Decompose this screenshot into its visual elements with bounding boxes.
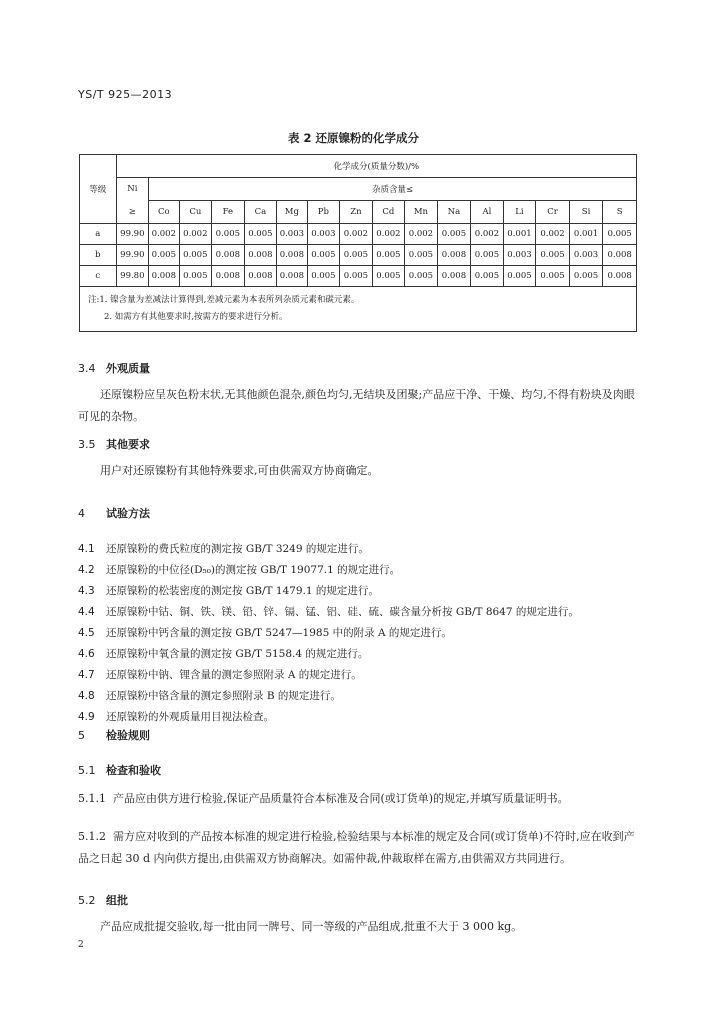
section-3-5-text: 用户对还原镍粉有其他特殊要求,可由供需双方协商确定。	[100, 464, 379, 477]
impurity-cell: 0.005	[212, 224, 245, 245]
impurity-cell: 0.005	[372, 245, 405, 266]
table-notes	[80, 287, 637, 332]
section-3-4-heading: 3.4 外观质量	[78, 362, 150, 375]
impurity-cell: 0.008	[277, 266, 307, 287]
element-header-cell: Pb	[307, 201, 340, 224]
element-header-cell: Cr	[536, 201, 570, 224]
test-method-item: 4.5 还原镍粉中钙含量的测定按 GB/T 5247—1985 中的附录 A 的规定进行。	[78, 627, 452, 639]
impurity-cell: 0.005	[372, 266, 405, 287]
element-header-cell: Mn	[405, 201, 438, 224]
section-5-heading: 5 检验规则	[78, 729, 150, 742]
impurity-cell: 0.005	[307, 266, 340, 287]
table-caption: 表 2 还原镍粉的化学成分	[287, 131, 419, 145]
impurity-cell: 0.008	[437, 266, 471, 287]
table-row	[80, 224, 637, 245]
ni-cell: 99.90	[116, 224, 149, 245]
impurity-cell: 0.005	[340, 266, 373, 287]
impurity-cell: 0.008	[603, 266, 637, 287]
impurity-cell: 0.005	[569, 266, 603, 287]
impurity-cell: 0.005	[179, 245, 212, 266]
chemical-composition-table	[79, 154, 637, 332]
impurity-cell: 0.002	[340, 224, 373, 245]
element-header-cell: Co	[149, 201, 179, 224]
element-header-cell: Na	[437, 201, 471, 224]
impurity-cell: 0.005	[149, 245, 179, 266]
impurity-cell: 0.001	[569, 224, 603, 245]
impurity-cell: 0.008	[437, 245, 471, 266]
page-number: 2	[78, 940, 84, 950]
section-5-1-heading: 5.1 检查和验收	[78, 764, 161, 777]
section-3-4-text: 还原镍粉应呈灰色粉末状,无其他颜色混杂,颜色均匀,无结块及团聚;产品应干净、干燥、均匀,不得有粉块及肉眼可见的杂物。	[78, 388, 635, 423]
impurity-cell: 0.005	[244, 224, 277, 245]
element-header-cell: S	[603, 201, 637, 224]
section-3-5-heading: 3.5 其他要求	[78, 438, 150, 451]
ni-header: Ni	[116, 178, 149, 201]
element-header-cell: Mg	[277, 201, 307, 224]
grade-cell: c	[80, 266, 117, 287]
grade-header: 等级	[80, 155, 117, 224]
impurity-cell: 0.005	[471, 245, 504, 266]
impurity-cell: 0.002	[536, 224, 570, 245]
test-method-item: 4.6 还原镍粉中氧含量的测定按 GB/T 5158.4 的规定进行。	[78, 648, 369, 660]
test-method-item: 4.1 还原镍粉的费氏粒度的测定按 GB/T 3249 的规定进行。	[78, 543, 369, 555]
impurity-cell: 0.008	[244, 245, 277, 266]
element-header-cell: Cu	[179, 201, 212, 224]
section-5-2-heading: 5.2 组批	[78, 894, 128, 907]
ni-ge-symbol: ≥	[116, 201, 149, 224]
section-5-2-text: 产品应成批提交验收,每一批由同一牌号、同一等级的产品组成,批重不大于 3 000 kg。	[100, 920, 523, 933]
impurity-cell: 0.008	[212, 266, 245, 287]
table-row	[80, 266, 637, 287]
impurity-cell: 0.008	[149, 266, 179, 287]
element-header-cell: Al	[471, 201, 504, 224]
test-method-item: 4.9 还原镍粉的外观质量用目视法检查。	[78, 711, 274, 723]
impurity-cell: 0.001	[503, 224, 536, 245]
impurity-cell: 0.005	[405, 245, 438, 266]
impurity-cell: 0.002	[471, 224, 504, 245]
impurity-cell: 0.002	[179, 224, 212, 245]
section-4-heading: 4 试验方法	[78, 507, 150, 520]
element-header-cell: Cd	[372, 201, 405, 224]
test-method-item: 4.4 还原镍粉中钴、铜、铁、镁、铅、锌、镉、锰、铝、硅、硫、碳含量分析按 GB/T 8647 的规定进行。	[78, 606, 579, 618]
table-note-1: 注:1. 镍含量为差减法计算得到,差减元素为本表所列杂质元素和碳元素。	[88, 295, 360, 305]
impurity-cell: 0.003	[277, 224, 307, 245]
impurity-header: 杂质含量≤	[149, 178, 637, 201]
impurity-cell: 0.005	[536, 245, 570, 266]
impurity-cell: 0.005	[437, 224, 471, 245]
impurity-cell: 0.005	[405, 266, 438, 287]
composition-header: 化学成分(质量分数)/%	[116, 155, 636, 178]
impurity-cell: 0.002	[149, 224, 179, 245]
grade-cell: a	[80, 224, 117, 245]
test-method-item: 4.7 还原镍粉中钠、锂含量的测定参照附录 A 的规定进行。	[78, 669, 362, 681]
test-method-item: 4.8 还原镍粉中铬含量的测定参照附录 B 的规定进行。	[78, 690, 341, 702]
element-header-cell: Ca	[244, 201, 277, 224]
impurity-cell: 0.008	[212, 245, 245, 266]
element-header-cell: Zn	[340, 201, 373, 224]
element-header-row	[80, 201, 637, 224]
impurity-cell: 0.005	[603, 224, 637, 245]
impurity-cell: 0.005	[471, 266, 504, 287]
table-row	[80, 245, 637, 266]
section-5-1-1-text: 5.1.1 产品应由供方进行检验,保证产品质量符合本标准及合同(或订货单)的规定,并填写质量证明书。	[78, 792, 569, 805]
standard-code-header: YS/T 925—2013	[78, 88, 173, 101]
impurity-cell: 0.005	[179, 266, 212, 287]
impurity-cell: 0.002	[405, 224, 438, 245]
ni-cell: 99.80	[116, 266, 149, 287]
element-header-cell: Fe	[212, 201, 245, 224]
element-header-cell: Li	[503, 201, 536, 224]
section-5-1-2-text: 5.1.2 需方应对收到的产品按本标准的规定进行检验,检验结果与本标准的规定及合同(或订货单)不符时,应在收到产品之日起 30 d 内向供方提出,由供需双方协商解决。如需仲裁,仲裁取样在需方,由供需双方共同进行。	[78, 830, 635, 865]
impurity-cell: 0.008	[603, 245, 637, 266]
test-method-item: 4.2 还原镍粉的中位径(D₅₀)的测定按 GB/T 19077.1 的规定进行。	[78, 564, 401, 576]
impurity-cell: 0.008	[244, 266, 277, 287]
table-note-2: 2. 如需方有其他要求时,按需方的要求进行分析。	[104, 312, 288, 322]
impurity-cell: 0.008	[277, 245, 307, 266]
impurity-cell: 0.005	[503, 266, 536, 287]
element-header-cell: Si	[569, 201, 603, 224]
impurity-cell: 0.005	[340, 245, 373, 266]
impurity-cell: 0.005	[307, 245, 340, 266]
ni-cell: 99.90	[116, 245, 149, 266]
impurity-cell: 0.003	[503, 245, 536, 266]
impurity-cell: 0.003	[569, 245, 603, 266]
impurity-cell: 0.005	[536, 266, 570, 287]
test-method-item: 4.3 还原镍粉的松装密度的测定按 GB/T 1479.1 的规定进行。	[78, 585, 379, 597]
grade-cell: b	[80, 245, 117, 266]
impurity-cell: 0.002	[372, 224, 405, 245]
impurity-cell: 0.003	[307, 224, 340, 245]
